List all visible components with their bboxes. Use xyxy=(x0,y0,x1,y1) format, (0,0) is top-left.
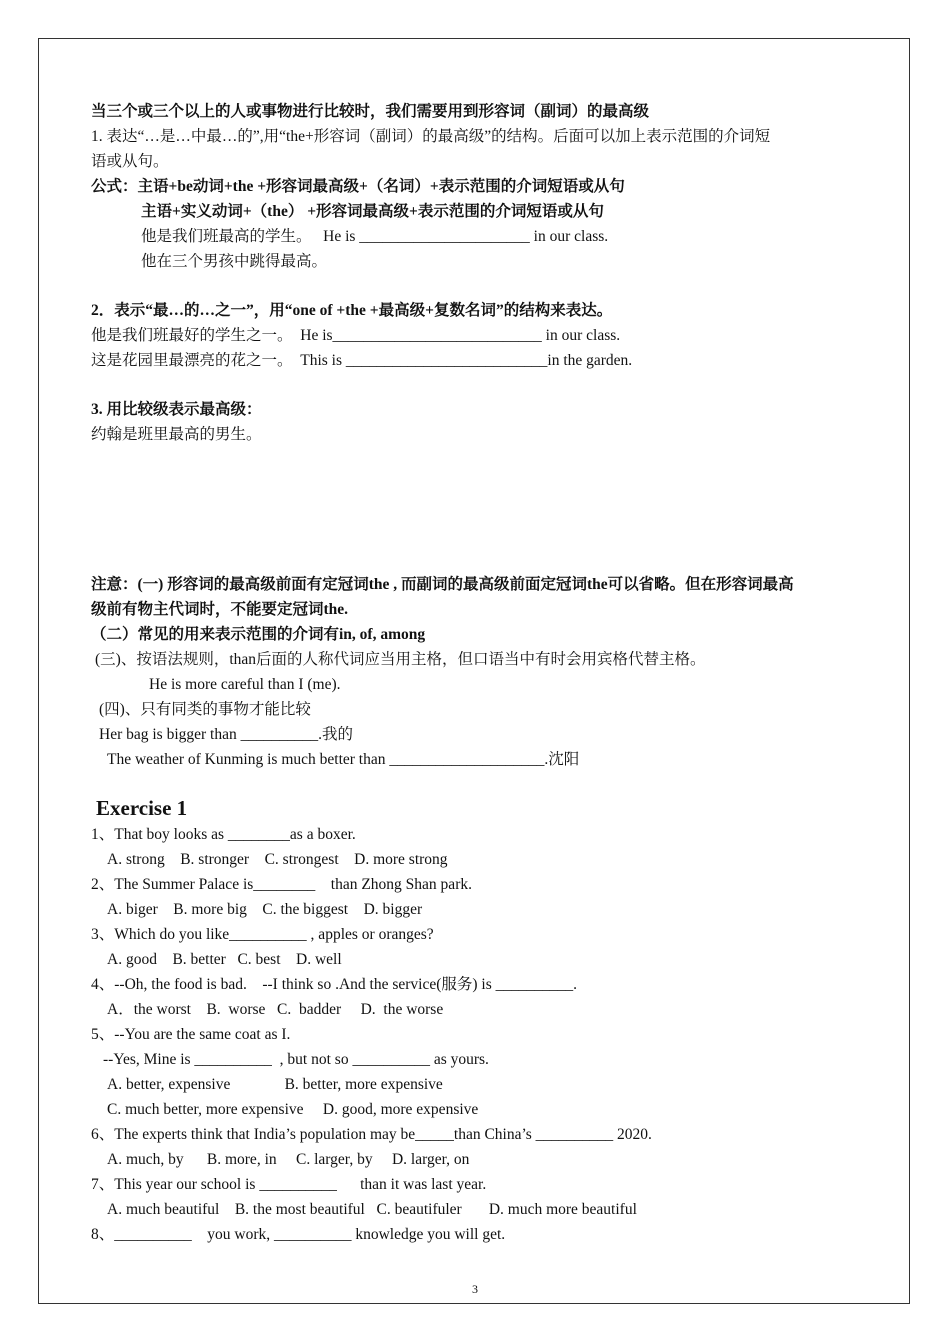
formula-2: 主语+实义动词+（the） +形容词最高级+表示范围的介词短语或从句 xyxy=(141,203,604,220)
exercise-line: 6、The experts think that India’s population may be_____than China’s __________ 2020. xyxy=(91,1126,652,1143)
intro-heading: 当三个或三个以上的人或事物进行比较时，我们需要用到形容词（副词）的最高级 xyxy=(91,103,650,120)
section2-title: 2．表示“最…的…之一”，用“one of +the +最高级+复数名词”的结构来表达。 xyxy=(91,302,613,319)
formula-1: 公式：主语+be动词+the +形容词最高级+（名词）+表示范围的介词短语或从句 xyxy=(91,178,625,195)
exercise-line: A. strong B. stronger C. strongest D. more strong xyxy=(107,851,448,868)
note-4: (四)、只有同类的事物才能比较 xyxy=(99,701,311,718)
exercise-line: 5、--You are the same coat as I. xyxy=(91,1026,291,1043)
note-3-example: He is more careful than I (me). xyxy=(149,676,341,693)
exercise-line: A. biger B. more big C. the biggest D. bigger xyxy=(107,901,423,918)
section1-example-2: 他在三个男孩中跳得最高。 xyxy=(141,253,328,270)
exercise-line: A. much beautiful B. the most beautiful C. beautifuler D. much more beautiful xyxy=(107,1201,637,1218)
section3-title: 3. 用比较级表示最高级： xyxy=(91,401,262,418)
exercise-line: 1、That boy looks as ________as a boxer. xyxy=(91,826,356,843)
exercise-line: A. good B. better C. best D. well xyxy=(107,951,342,968)
section3-example-1: 约翰是班里最高的男生。 xyxy=(91,426,262,443)
note-3: (三)、按语法规则，than后面的人称代词应当用主格，但口语当中有时会用宾格代替主格。 xyxy=(95,651,706,668)
exercise-line: 7、This year our school is __________ than it was last year. xyxy=(91,1176,487,1193)
exercise-line: A．the worst B. worse C. badder D. the worse xyxy=(107,1001,444,1018)
section1-example-1: 他是我们班最高的学生。 He is ______________________ in our class. xyxy=(141,228,609,245)
exercise-line: A. better, expensive B. better, more expensive xyxy=(107,1076,443,1093)
exercise-line: --Yes, Mine is __________ , but not so __________ as yours. xyxy=(103,1051,489,1068)
exercise-title: Exercise 1 xyxy=(96,796,188,820)
section2-example-1: 他是我们班最好的学生之一。 He is___________________________ in our class. xyxy=(91,327,621,344)
section2-example-2: 这是花园里最漂亮的花之一。 This is __________________________in the garden. xyxy=(91,352,633,369)
note-1-line1: 注意：(一) 形容词的最高级前面有定冠词the , 而副词的最高级前面定冠词the可以省略。但在形容词最高 xyxy=(91,576,794,593)
exercise-line: 3、Which do you like__________ , apples or oranges? xyxy=(91,926,434,943)
exercise-line: 4、--Oh, the food is bad. --I think so .And the service(服务) is __________. xyxy=(91,976,578,993)
exercise-line: 2、The Summer Palace is________ than Zhong Shan park. xyxy=(91,876,472,893)
section1-line1: 1. 表达“…是…中最…的”,用“the+形容词（副词）的最高级”的结构。后面可以加上表示范围的介词短 xyxy=(91,128,771,145)
note-4-example-2: The weather of Kunming is much better than ____________________.沈阳 xyxy=(107,751,580,768)
exercise-line: C. much better, more expensive D. good, more expensive xyxy=(107,1101,479,1118)
section1-line2: 语或从句。 xyxy=(91,153,169,170)
note-2: （二）常见的用来表示范围的介词有in, of, among xyxy=(91,626,426,643)
exercise-line: 8、__________ you work, __________ knowledge you will get. xyxy=(91,1226,506,1243)
page-number: 3 xyxy=(472,1282,478,1296)
exercise-line: A. much, by B. more, in C. larger, by D. larger, on xyxy=(107,1151,470,1168)
note-4-example-1: Her bag is bigger than __________.我的 xyxy=(99,726,353,743)
note-1-line2: 级前有物主代词时，不能要定冠词the. xyxy=(91,601,349,618)
